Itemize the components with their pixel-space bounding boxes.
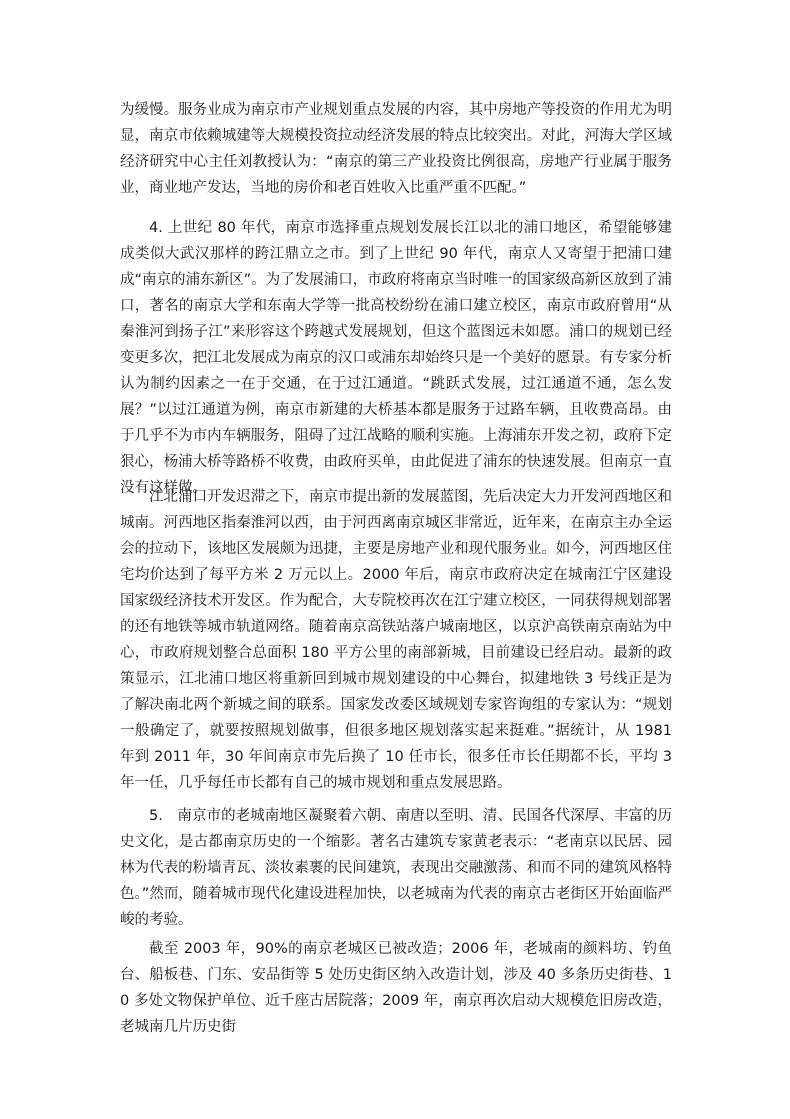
paragraph-item-4: 4. 上世纪 80 年代，南京市选择重点规划发展长江以北的浦口地区，希望能够建成类似大武汉那样的跨江鼎立之市。到了上世纪 90 年代，南京人又寄望于把浦口建成“南京的浦东新区”。为了发展浦口，市政府将南京当时唯一的国家级高新区放到了浦口，著名的南京大学和东南大学等一批高校纷纷在浦口建立校区，南京市政府曾用“从秦淮河到扬子江”来形容这个跨越式发展规划，但这个蓝图远未如愿。浦口的规划已经变更多次，把江北发展成为南京的汉口或浦东却始终只是一个美好的愿景。有专家分析认为制约因素之一在于交通，在于过江通道。“跳跃式发展，过江通道不通，怎么发展？”以过江通道为例，南京市新建的大桥基本都是服务于过路车辆，且收费高昂。由于几乎不为市内车辆服务，阻碍了过江战略的顺利实施。上海浦东开发之初，政府下定狠心，杨浦大桥等路桥不收费，由政府买单，由此促进了浦东的快速发展。但南京一直没有这样做。 — [120, 220, 672, 496]
paragraph-item-5: 5. 南京市的老城南地区凝聚着六朝、南唐以至明、清、民国各代深厚、丰富的历史文化，是古都南京历史的一个缩影。著名古建筑专家黄老表示：“老南京以民居、园林为代表的粉墙青瓦、淡妆素裹的民间建筑，表现出交融激荡、和而不同的建筑风格特色。”然而，随着城市现代化建设进程加快，以老城南为代表的南京古老街区开始面临严峻的考验。 — [120, 808, 672, 928]
paragraph-continuation: 为缓慢。服务业成为南京市产业规划重点发展的内容，其中房地产等投资的作用尤为明显，南京市依赖城建等大规模投资拉动经济发展的特点比较突出。对此，河海大学区域经济研究中心主任刘教授认为：“南京的第三产业投资比例很高，房地产行业属于服务业，商业地产发达，当地的房价和老百姓收入比重严重不匹配。” — [120, 102, 672, 196]
paragraph-renovation: 截至 2003 年，90%的南京老城区已被改造；2006 年，老城南的颜料坊、钓鱼台、船板巷、门东、安品街等 5 处历史街区纳入改造计划，涉及 40 多条历史街巷、10 多处文物保护单位、近千座古居院落；2009 年，南京再次启动大规模危旧房改造，老城南几片历史街 — [120, 941, 672, 1035]
paragraph-jiangbei: 江北浦口开发迟滞之下，南京市提出新的发展蓝图，先后决定大力开发河西地区和城南。河西地区指秦淮河以西，由于河西离南京城区非常近，近年来，在南京主办全运会的拉动下，该地区发展颇为迅捷，主要是房地产业和现代服务业。如今，河西地区住宅均价达到了每平方米 2 万元以上。2000 年后，南京市政府决定在城南江宁区建设国家级经济技术开发区。作为配合，大专院校再次在江宁建立校区，一同获得规划部署的还有地铁等城市轨道网络。随着南京高铁站落户城南地区，以京沪高铁南京南站为中心，市政府规划整合总面积 180 平方公里的南部新城，目前建设已经启动。最新的政策显示，江北浦口地区将重新回到城市规划建设的中心舞台，拟建地铁 3 号线正是为了解决南北两个新城之间的联系。国家发改委区域规划专家咨询组的专家认为：“规划一般确定了，就要按照规划做事，但很多地区规划落实起来挺难。”据统计，从 1981 年到 2011 年，30 年间南京市先后换了 10 任市长，很多任市长任期都不长，平均 3 年一任，几乎每任市长都有自己的城市规划和重点发展思路。 — [120, 489, 672, 791]
